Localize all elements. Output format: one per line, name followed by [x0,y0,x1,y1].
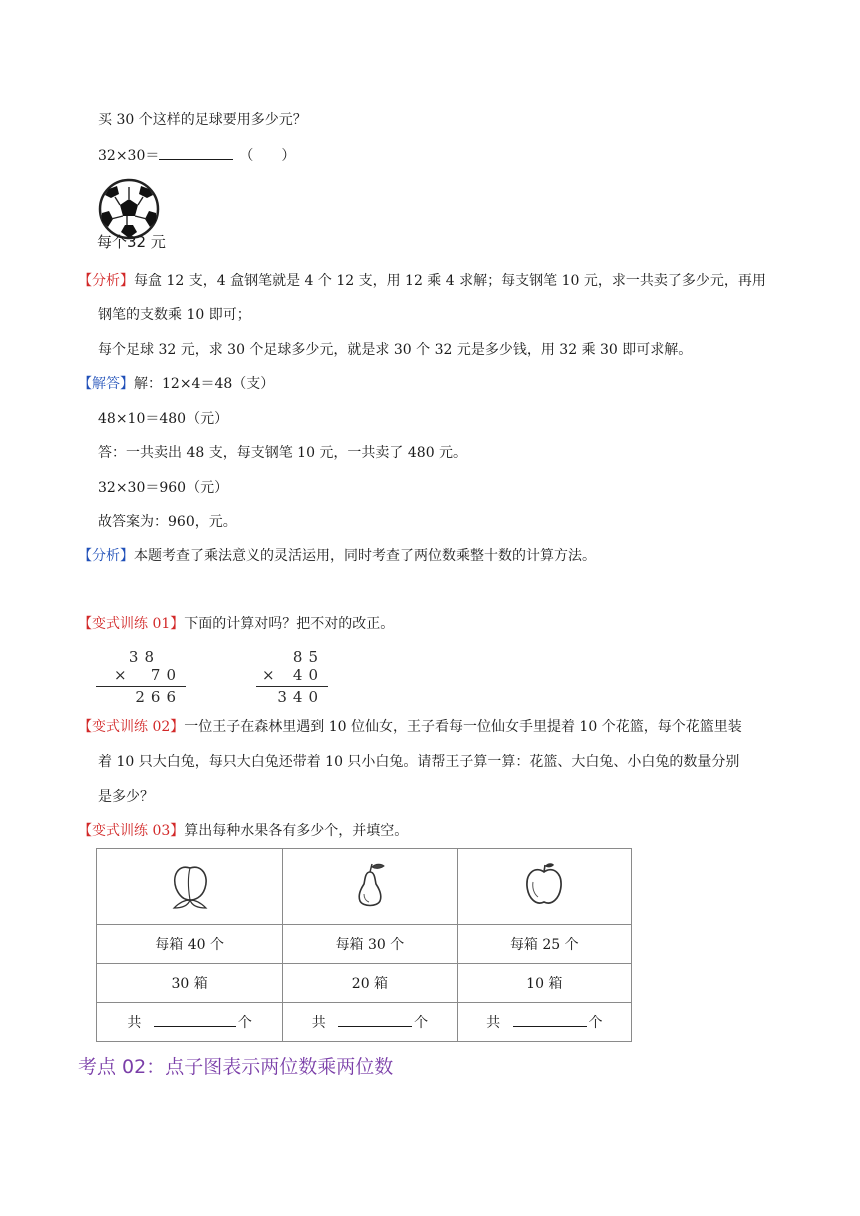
calc-1-multiplier: 70 [150,666,182,684]
exercise-03-text: 算出每种水果各有多少个，并填空。 [184,823,409,839]
calc-2-result: 340 [277,688,324,706]
question-text: 买 30 个这样的足球要用多少元？ [98,112,307,128]
boxes-cell: 20 箱 [283,964,457,1003]
analysis-1-line-1 [78,271,766,291]
exercise-02-text: 一位王子在森林里遇到 10 位仙女，王子看每一位仙女手里提着 10 个花篮，每个花篮里装 [184,719,742,735]
per-box-cell: 每箱 30 个 [283,925,457,964]
times-symbol: × [262,666,275,684]
total-blank[interactable] [513,1012,587,1027]
fruit-cell-peach [97,849,283,925]
total-prefix: 共 [127,1015,142,1031]
answer-line-5: 故答案为：960，元。 [98,514,237,530]
times-symbol: × [114,666,127,684]
exercise-01-text: 下面的计算对吗？把不对的改正。 [184,616,395,632]
fruit-icon-row [97,849,632,925]
boxes-cell: 30 箱 [97,964,283,1003]
analysis-1-line-2: 钢笔的支数乘 10 即可； [98,307,251,323]
total-cell [283,1003,457,1042]
ball-price-caption: 每个32 元 [97,233,166,251]
total-blank[interactable] [338,1012,412,1027]
exercise-01-line [78,614,394,634]
calc-1-result: 266 [135,688,182,706]
total-prefix: 共 [311,1015,326,1031]
analysis-1-line-3: 每个足球 32 元，求 30 个足球多少元，就是求 30 个 32 元是多少钱，用 32 乘 30 即可求解。 [98,342,693,358]
per-box-cell: 每箱 25 个 [457,925,631,964]
equation-text: 32×30＝ [98,148,160,164]
total-prefix: 共 [486,1015,501,1031]
exercise-02-line-3: 是多少？ [98,789,154,805]
calc-2-rule [256,686,328,687]
exercise-02-line-2: 着 10 只大白兔，每只大白兔还带着 10 只小白兔。请帮王子算一算：花篮、大白兔、小白兔的数量分别 [98,754,740,770]
exercise-02-line-1 [78,717,742,737]
apple-icon [522,860,566,910]
answer-tag: 【解答】 [78,376,134,392]
answer-line-4: 32×30＝960（元） [98,480,229,496]
equation-line [98,145,295,166]
fruit-cell-apple [457,849,631,925]
calc-1-multiplicand: 38 [128,648,160,666]
answer-text: 解：12×4＝48（支） [134,376,275,392]
answer-blank[interactable] [159,145,233,160]
calc-2-multiplicand: 85 [292,648,324,666]
calc-1-rule [96,686,186,687]
boxes-cell: 10 箱 [457,964,631,1003]
pear-icon [350,860,390,910]
vertical-calc-1 [96,648,182,704]
analysis-text: 每盒 12 支，4 盒钢笔就是 4 个 12 支，用 12 乘 4 求解；每支钢笔 10 元，求一共卖了多少元，再用 [134,273,766,289]
exercise-01-tag: 【变式训练 01】 [78,616,185,632]
exercise-02-tag: 【变式训练 02】 [78,719,185,735]
total-row [97,1003,632,1042]
analysis-2-tag: 【分析】 [78,548,134,564]
analysis-tag: 【分析】 [78,273,134,289]
calc-2-multiplier: 40 [292,666,324,684]
answer-line-3: 答：一共卖出 48 支，每支钢笔 10 元，一共卖了 480 元。 [98,445,468,461]
exercise-03-line [78,821,408,841]
vertical-calc-2 [256,648,324,704]
total-cell [97,1003,283,1042]
total-suffix: 个 [414,1015,429,1031]
fruit-cell-pear [283,849,457,925]
answer-line-2: 48×10＝480（元） [98,411,229,427]
analysis-2-line [78,546,596,566]
per-box-row [97,925,632,964]
boxes-row [97,964,632,1003]
answer-line-1 [78,374,274,394]
fruit-table [96,848,632,1042]
total-suffix: 个 [237,1015,252,1031]
total-suffix: 个 [588,1015,603,1031]
section-heading: 考点 02：点子图表示两位数乘两位数 [78,1056,394,1078]
peach-icon [168,860,212,910]
total-blank[interactable] [154,1012,236,1027]
unit-paren: （ ） [239,148,296,164]
per-box-cell: 每箱 40 个 [97,925,283,964]
analysis-2-text: 本题考查了乘法意义的灵活运用，同时考查了两位数乘整十数的计算方法。 [134,548,596,564]
total-cell [457,1003,631,1042]
exercise-03-tag: 【变式训练 03】 [78,823,185,839]
